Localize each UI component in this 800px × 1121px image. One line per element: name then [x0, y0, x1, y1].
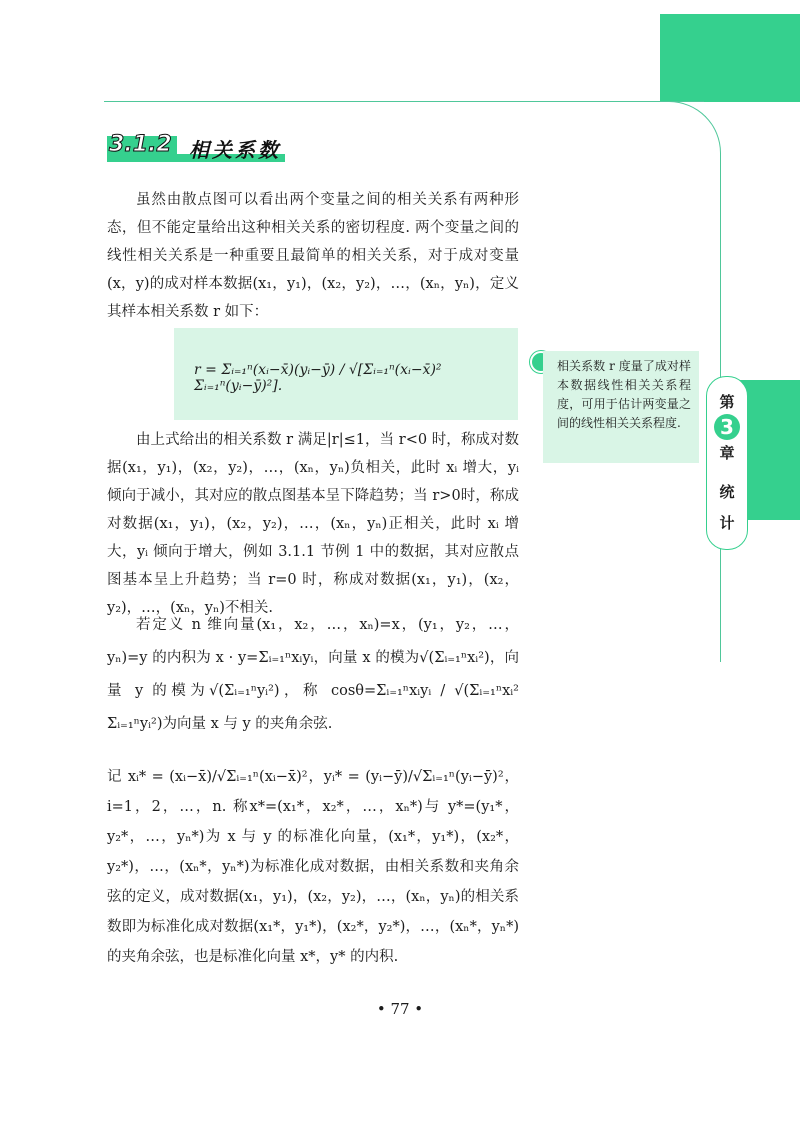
top-accent-bar — [660, 14, 800, 102]
chapter-title-2: 计 — [719, 514, 735, 532]
chapter-di: 第 — [719, 393, 735, 411]
paragraph-intro: 虽然由散点图可以看出两个变量之间的相关关系有两种形态，但不能定量给出这种相关关系的密切程度. 两个变量之间的线性相关关系是一种重要且最简单的相关关系，对于成对变量(x，y)的成对样本数据(x₁，y₁)，(x₂，y₂)，…，(xₙ，yₙ)，定义其样本相关系数 r 如下： — [107, 192, 519, 320]
section-heading — [107, 128, 285, 168]
formula-box — [174, 328, 518, 420]
chapter-number: 3 — [714, 414, 740, 440]
section-title: 相关系数 — [189, 138, 281, 162]
section-number: 3.1.2 — [109, 132, 172, 157]
correlation-formula: r = Σᵢ₌₁ⁿ(xᵢ−x̄)(yᵢ−ȳ) / √[Σᵢ₌₁ⁿ(xᵢ−x̄)² Σᵢ₌₁ⁿ(yᵢ−ȳ)²]. — [194, 362, 442, 394]
page-number: • 77 • — [376, 1000, 424, 1018]
side-note: 相关系数 r 度量了成对样本数据线性相关关系程度，可用于估计两变量之间的线性相关关系程度. — [543, 351, 699, 463]
chapter-tab — [706, 376, 748, 550]
paragraph-standardized: 记 xᵢ* = (xᵢ−x̄)/√Σᵢ₌₁ⁿ(xᵢ−x̄)²，yᵢ* = (yᵢ−ȳ)/√Σᵢ₌₁ⁿ(yᵢ−ȳ)²，i=1，2，…，n. 称x*=(x₁*，x₂*，…，xₙ*)与 y*=(y₁*，y₂*，…，yₙ*)为 x 与 y 的标准化向量，(x₁*，y₁*)，(x₂*，y₂*)，…，(xₙ*，yₙ*)为标准化成对数据，由相关系数和夹角余弦的定义，成对数据(x₁，y₁)，(x₂，y₂)，…，(xₙ，yₙ)的相关系数即为标准化成对数据(x₁*，y₁*)，(x₂*，y₂*)，…，(xₙ*，yₙ*)的夹角余弦，也是标准化向量 x*，y* 的内积. — [107, 769, 519, 965]
chapter-title-1: 统 — [719, 483, 735, 501]
paragraph-vectors: 若定义 n 维向量(x₁，x₂，…，xₙ)=x，(y₁，y₂，…，yₙ)=y 的内积为 x · y=Σᵢ₌₁ⁿxᵢyᵢ，向量 x 的模为√(Σᵢ₌₁ⁿxᵢ²)，向量 y 的模为√(Σᵢ₌₁ⁿyᵢ²)，称 cosθ=Σᵢ₌₁ⁿxᵢyᵢ / √(Σᵢ₌₁ⁿxᵢ² Σᵢ₌₁ⁿyᵢ²)为向量 x 与 y 的夹角余弦. — [107, 617, 519, 732]
chapter-zhang: 章 — [719, 444, 735, 462]
paragraph-correlation: 由上式给出的相关系数 r 满足|r|≤1，当 r<0 时，称成对数据(x₁，y₁)，(x₂，y₂)，…，(xₙ，yₙ)负相关，此时 xᵢ 增大，yᵢ 倾向于减小，其对应的散点图基本呈下降趋势；当 r>0时，称成对数据(x₁，y₁)，(x₂，y₂)，…，(xₙ，yₙ)正相关，此时 xᵢ 增大，yᵢ 倾向于增大，例如 3.1.1 节例 1 中的数据，其对应散点图基本呈上升趋势；当 r=0 时，称成对数据(x₁，y₁)，(x₂，y₂)，…，(xₙ，yₙ)不相关. — [107, 432, 519, 616]
frame-line — [104, 101, 704, 102]
